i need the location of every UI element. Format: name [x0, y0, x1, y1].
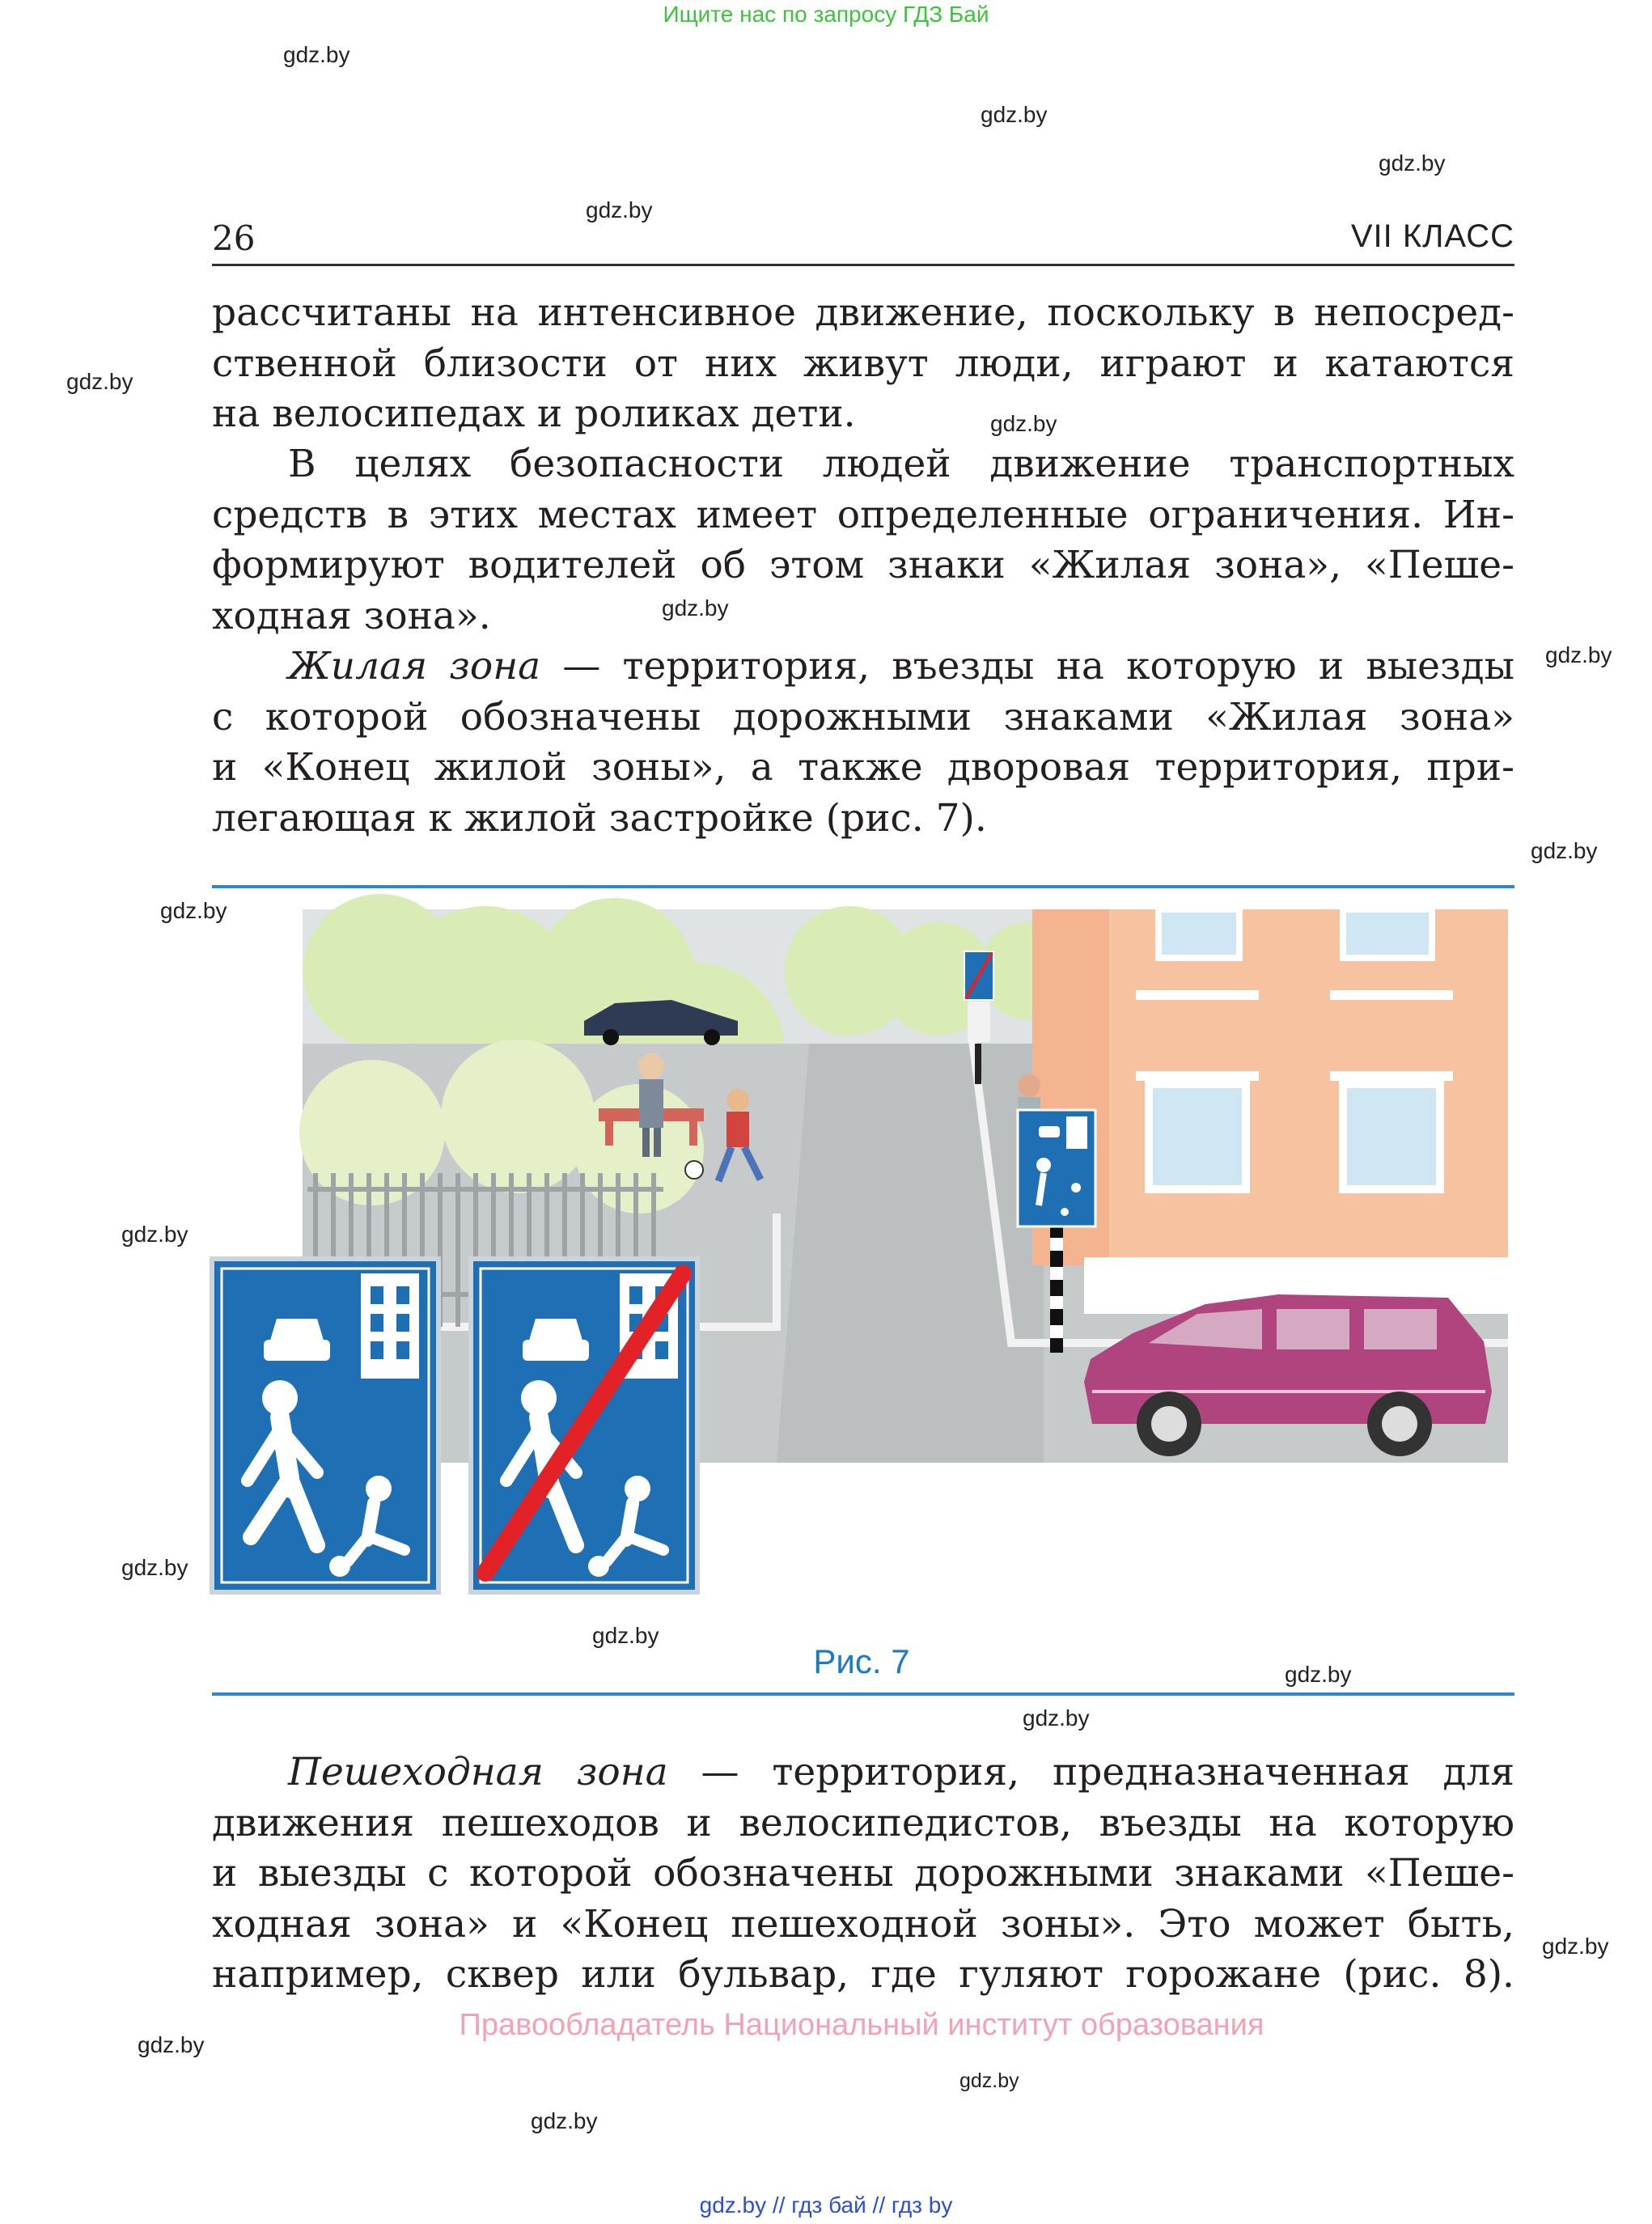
copyright-note: Правообладатель Национальный институт образования	[459, 2008, 1264, 2042]
text-line: ходная зона» и «Конец пешеходной зоны». Это может быть,	[212, 1901, 1514, 1947]
text-line: легающая к жилой застройке (рис. 7).	[212, 795, 987, 841]
watermark: gdz.by	[283, 42, 350, 67]
figure-caption: Рис. 7	[813, 1642, 910, 1680]
watermark: gdz.by	[121, 1555, 188, 1580]
end-of-residential-zone-sign	[471, 1259, 697, 1592]
watermark: gdz.by	[121, 1222, 188, 1247]
search-hint: Ищите нас по запросу ГДЗ Бай	[663, 2, 989, 27]
watermark: gdz.by	[66, 369, 133, 394]
watermark: gdz.by	[981, 102, 1048, 127]
watermark: gdz.by	[662, 595, 729, 621]
text-line: движения пешеходов и велосипедистов, въезды на которую	[212, 1800, 1514, 1845]
text-line: ственной близости от них живут люди, играют и катаются	[212, 341, 1514, 386]
watermark: gdz.by	[1023, 1705, 1090, 1730]
text-line: средств в этих местах имеет определенные ограничения. Ин-	[212, 492, 1514, 537]
text-line: например, сквер или бульвар, где гуляют горожане (рис. 8).	[212, 1952, 1514, 1997]
page-number: 26	[212, 218, 256, 258]
text-line	[212, 1747, 1514, 1798]
watermark: gdz.by	[990, 411, 1057, 436]
watermark: gdz.by	[1379, 150, 1446, 176]
text-line: на велосипедах и роликах дети.	[212, 392, 856, 436]
text-line: рассчитаны на интенсивное движение, поскольку в непосред-	[212, 290, 1514, 335]
watermark: gdz.by	[1285, 1662, 1352, 1687]
watermark: gdz.by	[959, 2069, 1019, 2092]
class-label: VII КЛАСС	[1350, 218, 1514, 254]
text-line: и «Конец жилой зоны», а также дворовая территория, при-	[212, 745, 1514, 790]
text-line: и выезды с которой обозначены дорожными знаками «Пеше-	[212, 1851, 1514, 1896]
text-fragment: — территория, предназначенная для	[667, 1750, 1514, 1794]
watermark: gdz.by	[592, 1623, 659, 1648]
text-line: В целях безопасности людей движение транспортных	[288, 442, 1514, 486]
watermark: gdz.by	[1545, 642, 1612, 667]
watermark: gdz.by	[586, 197, 653, 222]
residential-zone-sign	[212, 1259, 438, 1592]
text-fragment: — территория, въезды на которую и выезды	[540, 644, 1514, 688]
watermark: gdz.by	[531, 2108, 598, 2133]
figure-bottom-rule	[212, 1692, 1514, 1696]
paragraph-4	[212, 1747, 1514, 2001]
text-line: с которой обозначены дорожными знаками «Жилая зона»	[212, 694, 1514, 739]
site-links[interactable]: gdz.by // гдз бай // гдз by	[699, 2192, 953, 2218]
building	[1032, 909, 1508, 1314]
term-pedestrian-zone: Пешеходная зона	[288, 1750, 668, 1794]
text-line: формируют водителей об этом знаки «Жилая зона», «Пеше-	[212, 543, 1514, 587]
text-line: ходная зона».	[212, 593, 491, 638]
term-residential-zone: Жилая зона	[288, 644, 541, 688]
watermark: gdz.by	[138, 2032, 205, 2057]
watermark: gdz.by	[1531, 838, 1598, 863]
watermark: gdz.by	[1542, 1934, 1609, 1959]
watermark: gdz.by	[160, 898, 227, 923]
